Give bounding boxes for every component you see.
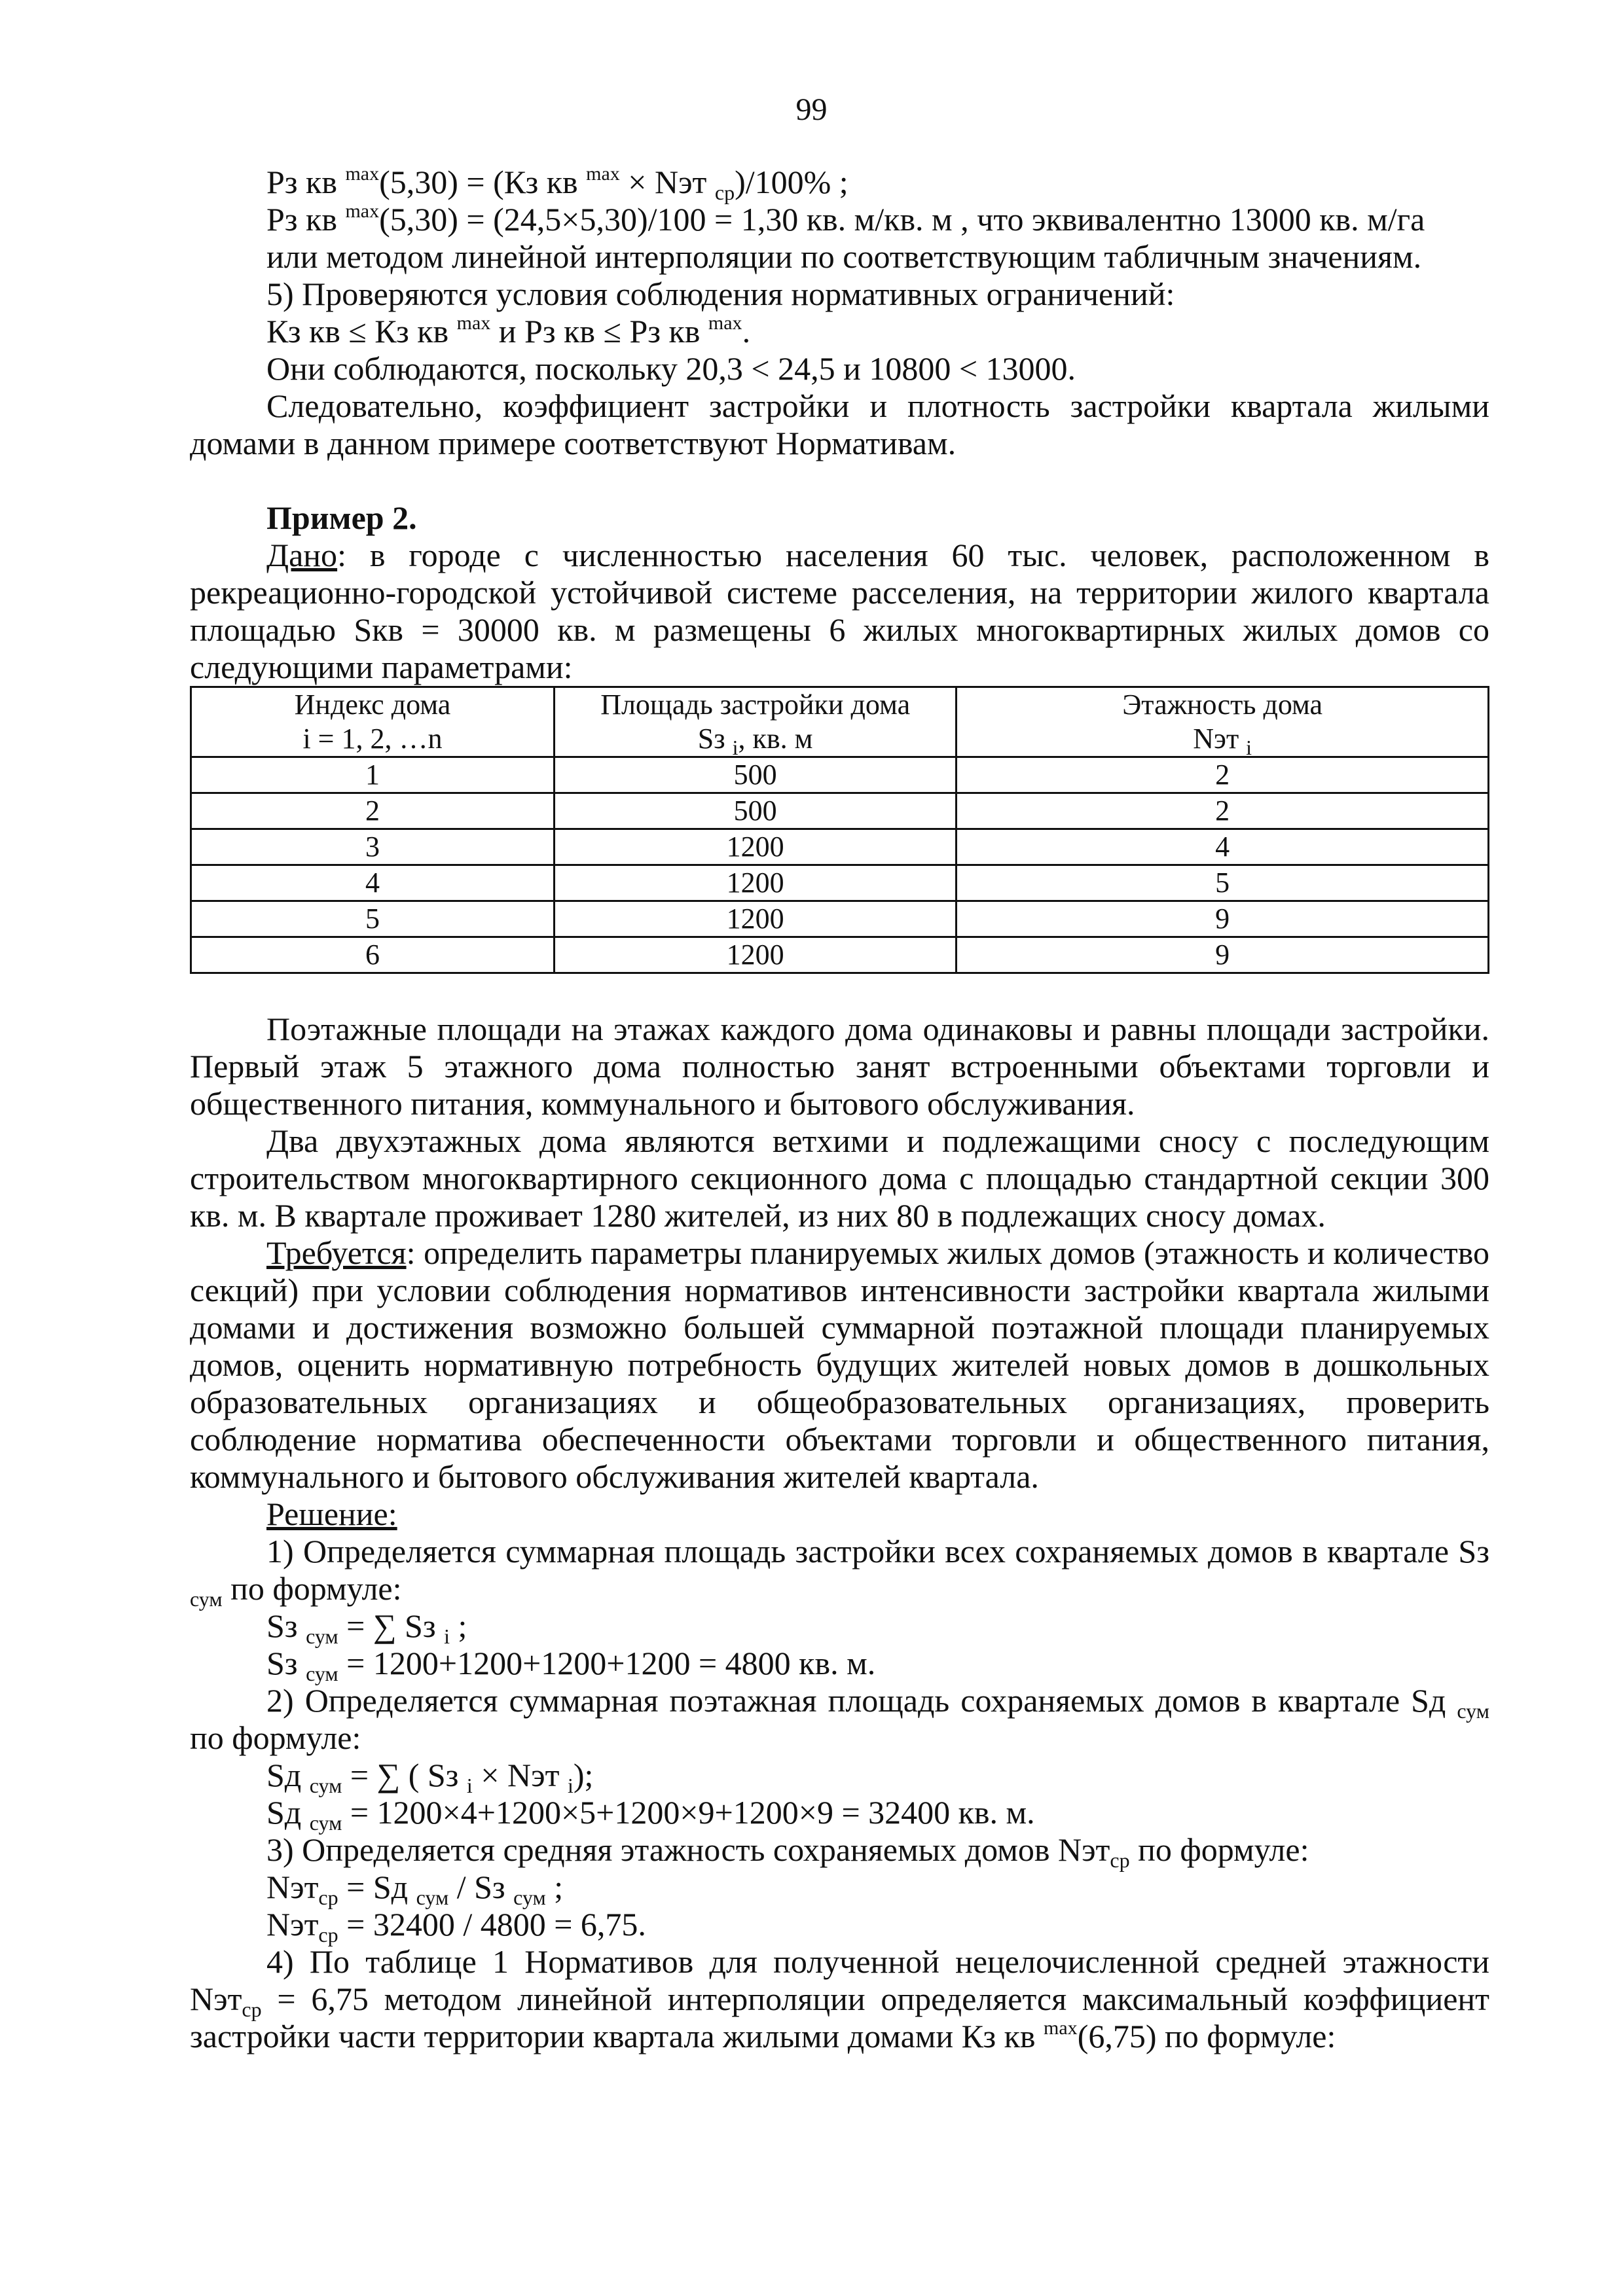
floor-area-paragraph: Поэтажные площади на этажах каждого дома одинаковы и равны площади застройки. Первый этаж 5 этажного дома полностью занят встроенными объектами торговли и общественного питания, коммунального и бытового обслуживания.: [190, 1011, 1489, 1122]
formula-net-avg: Nэт$_{ср}$ = Sд $_{сум}$ / Sз $_{сум}$ ;: [266, 1869, 564, 1909]
formula-sz-sum-calc: Sз $_{сум}$ = 1200+1200+1200+1200 = 4800 кв. м.: [266, 1645, 876, 1685]
cell-floors: 5: [957, 865, 1489, 901]
solution-step-2: 2) Определяется суммарная поэтажная площадь сохраняемых домов в квартале Sд $_{сум}$ по формуле:: [190, 1682, 1489, 1756]
page-number: 99: [795, 92, 828, 127]
formula-sd-sum: Sд $_{сум}$ = ∑ ( Sз $_i$ × Nэт $_i$);: [266, 1757, 594, 1797]
demolition-paragraph: Два двухэтажных дома являются ветхими и подлежащими сносу с последующим строительством многоквартирного секционного дома с площадью стандартной секции 300 кв. м. В квартале проживает 1280 жителей, из них 80 в подлежащих сносу домах.: [190, 1122, 1489, 1234]
required-label: Требуется: [266, 1234, 407, 1271]
cell-area: 500: [554, 757, 956, 793]
given-paragraph: Дано: в городе с численностью населения 60 тыс. человек, расположенном в рекреационно-городской устойчивой системе расселения, на территории жилого квартала площадью Sкв = 30000 кв. м размещены 6 жилых многоквартирных жилых домов со следующими параметрами:: [190, 537, 1489, 685]
cell-area: 1200: [554, 865, 956, 901]
example-heading: Пример 2.: [266, 499, 417, 536]
cell-index: 2: [191, 793, 555, 829]
step-5-heading: 5) Проверяются условия соблюдения нормативных ограничений:: [266, 276, 1175, 312]
page-content: [190, 164, 1489, 2055]
solution-step-4: 4) По таблице 1 Нормативов для полученной нецелочисленной средней этажности Nэт$_{ср}$ = 6,75 методом линейной интерполяции определяется максимальный коэффициент застройки части территории квартала жилыми домами Кз кв $^{max}$(6,75) по формуле:: [190, 1943, 1489, 2054]
formula-rz-max-calc: Рз кв $^{max}$(5,30) = (24,5×5,30)/100 = 1,30 кв. м/кв. м , что эквивалентно 13000 кв. м/га: [266, 200, 1425, 238]
formula-net-avg-calc: Nэт$_{ср}$ = 32400 / 4800 = 6,75.: [266, 1906, 646, 1946]
table-row: [191, 757, 1489, 793]
table-row: [191, 901, 1489, 937]
cell-index: 1: [191, 757, 555, 793]
table-row: [191, 829, 1489, 865]
header-area: Площадь застройки дома Sз $_i$, кв. м: [554, 687, 956, 757]
cell-floors: 4: [957, 829, 1489, 865]
houses-table: [190, 686, 1489, 974]
formula-constraints: Кз кв ≤ Кз кв $^{max}$ и Рз кв ≤ Рз кв $^{max}$.: [266, 312, 751, 350]
formula-sd-sum-calc: Sд $_{сум}$ = 1200×4+1200×5+1200×9+1200×9 = 32400 кв. м.: [266, 1794, 1035, 1835]
cell-floors: 2: [957, 793, 1489, 829]
constraints-check: Они соблюдаются, поскольку 20,3 < 24,5 и 10800 < 13000.: [266, 350, 1076, 387]
solution-heading: Решение:: [266, 1496, 397, 1532]
table-row: [191, 793, 1489, 829]
cell-index: 5: [191, 901, 555, 937]
text-line-interpolation: или методом линейной интерполяции по соответствующим табличным значениям.: [266, 238, 1422, 275]
required-paragraph: Требуется: определить параметры планируемых жилых домов (этажность и количество секций) при условии соблюдения нормативов интенсивности застройки квартала жилыми домами и достижения возможно большей суммарной поэтажной площади планируемых домов, оценить нормативную потребность будущих жителей новых домов в дошкольных образовательных организациях и общеобразовательных организациях, проверить соблюдение норматива обеспеченности объектами торговли и общественного питания, коммунального и бытового обслуживания жителей квартала.: [190, 1234, 1489, 1495]
table-header-row: [191, 687, 1489, 757]
cell-area: 500: [554, 793, 956, 829]
cell-index: 4: [191, 865, 555, 901]
header-floors: Этажность дома Nэт $_i$: [957, 687, 1489, 757]
spacer: [190, 462, 1489, 499]
cell-area: 1200: [554, 901, 956, 937]
solution-step-1: 1) Определяется суммарная площадь застройки всех сохраняемых домов в квартале Sз $_{сум}$ по формуле:: [190, 1533, 1489, 1611]
cell-floors: 9: [957, 937, 1489, 973]
formula-rz-max: Рз кв $^{max}$(5,30) = (Кз кв $^{max}$ × Nэт $_{ср}$)/100% ;: [266, 163, 848, 204]
table-row: [191, 937, 1489, 973]
cell-index: 6: [191, 937, 555, 973]
cell-floors: 9: [957, 901, 1489, 937]
cell-floors: 2: [957, 757, 1489, 793]
conclusion-paragraph: Следовательно, коэффициент застройки и плотность застройки квартала жилыми домами в данном примере соответствуют Нормативам.: [190, 387, 1489, 461]
cell-index: 3: [191, 829, 555, 865]
table-row: [191, 865, 1489, 901]
solution-step-3: 3) Определяется средняя этажность сохраняемых домов Nэт$_{ср}$ по формуле:: [266, 1831, 1309, 1872]
given-label: Дано: [266, 537, 338, 573]
formula-sz-sum: Sз $_{сум}$ = ∑ Sз $_i$ ;: [266, 1607, 467, 1648]
cell-area: 1200: [554, 937, 956, 973]
cell-area: 1200: [554, 829, 956, 865]
header-index: Индекс дома i = 1, 2, …n: [191, 687, 555, 757]
